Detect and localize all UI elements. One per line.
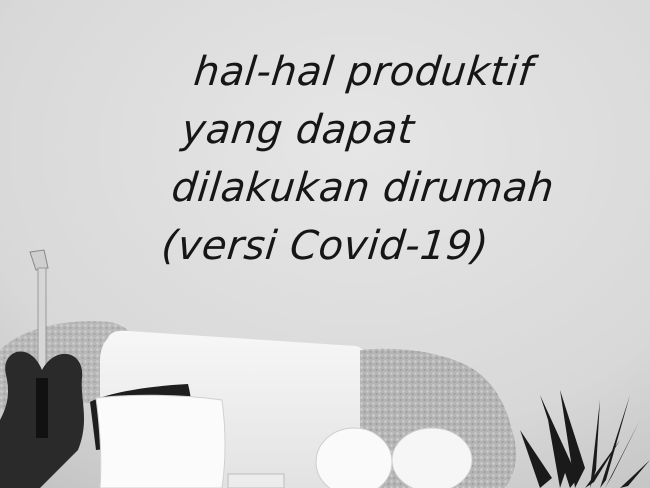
seat-box: [228, 474, 284, 488]
caption-line-3: dilakukan dirumah: [169, 165, 557, 211]
caption-line-4: (versi Covid-19): [159, 223, 491, 269]
overlay-caption: [158, 49, 650, 284]
caption-line-1: hal-hal produktif: [191, 49, 536, 95]
caption-line-2: yang dapat: [179, 107, 417, 153]
cushion-right: [392, 428, 472, 488]
white-pillow: [96, 395, 225, 488]
